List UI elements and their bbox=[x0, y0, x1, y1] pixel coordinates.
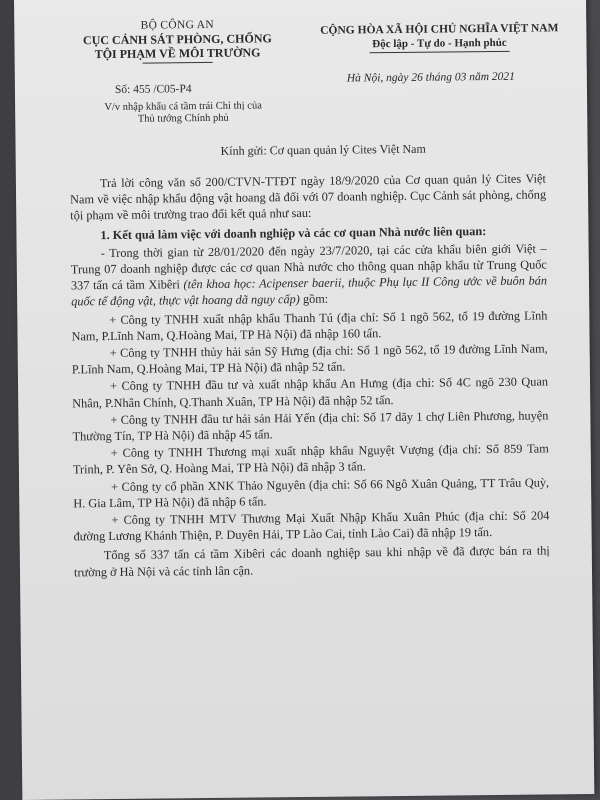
header-underline bbox=[143, 62, 213, 64]
document-number: Số: 455 /C05-P4 bbox=[114, 83, 192, 96]
document-subject bbox=[83, 100, 283, 126]
national-motto: Độc lập - Tự do - Hạnh phúc bbox=[372, 36, 507, 51]
company-item: + Công ty TNHH xuất nhập khẩu Thanh Tú (địa chỉ: Số 1 ngõ 562, tổ 19 đường Lĩnh Nam, P.Lĩnh Nam, Q.Hoàng Mai, TP Hà Nội) đã nhập 160 tấn. bbox=[71, 308, 548, 344]
document-page bbox=[14, 0, 594, 800]
company-item: + Công ty TNHH MTV Thương Mại Xuất Nhập Khẩu Xuân Phúc (địa chỉ: Số 204 đường Lương Khánh Thiện, P. Duyên Hải, TP Lào Cai, tỉnh Lào Cai) đã nhập 19 tấn. bbox=[73, 508, 550, 544]
intro-paragraph: Trả lời công văn số 200/CTVN-TTĐT ngày 18/9/2020 của Cơ quan quản lý Cites Việt Nam về việc nhập khẩu động vật hoang dã đối với 07 doanh nghiệp. Cục Cảnh sát phòng, chống tội phạm về môi trường trao đổi kết quả như sau: bbox=[70, 171, 547, 223]
ministry-name: BỘ CÔNG AN bbox=[140, 18, 214, 32]
scientific-name-note: (tên khoa học: Acipenser baerii, thuộc Phụ lục II Công ước về buôn bán quốc tế động vật, thực vật hoang dã nguy cấp) bbox=[71, 273, 548, 309]
import-period-text: - Trong thời gian từ 28/01/2020 đến ngày 23/7/2020, tại các cửa khẩu biên giới Việt – Trung 07 doanh nghiệp được các cơ quan Nhà nước cho thông quan nhập khẩu từ Trung Quốc 337 tấn cá tầm Xibêri bbox=[70, 241, 547, 293]
section-heading-1: 1. Kết quả làm việc với doanh nghiệp và các cơ quan Nhà nước liên quan: bbox=[100, 223, 487, 242]
issuing-agency-header bbox=[62, 17, 292, 64]
import-period-end: gồm: bbox=[299, 292, 329, 307]
subject-line-2: Thủ tướng Chính phủ bbox=[137, 112, 229, 125]
department-name-line2: TỘI PHẠM VỀ MÔI TRƯỜNG bbox=[94, 45, 261, 62]
summary-paragraph: Tổng số 337 tấn cá tầm Xibêri các doanh nghiệp sau khi nhập về đã được bán ra thị trường ở Hà Nội và các tỉnh lân cận. bbox=[73, 543, 550, 580]
place-and-date: Hà Nội, ngày 26 tháng 03 năm 2021 bbox=[346, 70, 515, 85]
company-item: + Công ty TNHH Thương mại xuất nhập khẩu Nguyệt Vượng (địa chỉ: Số 859 Tam Trinh, P. Yên Sở, Q. Hoàng Mai, TP Hà Nội) đã nhập 3 tấn. bbox=[72, 441, 549, 477]
document-body bbox=[70, 170, 550, 582]
subject-line-1: V/v nhập khẩu cá tầm trái Chỉ thị của bbox=[104, 100, 262, 114]
import-period-paragraph bbox=[71, 240, 548, 310]
nation-header bbox=[314, 21, 564, 54]
department-name-line1: CỤC CẢNH SÁT PHÒNG, CHỐNG bbox=[82, 31, 272, 48]
nation-name: CỘNG HÒA XÃ HỘI CHỦ NGHĨA VIỆT NAM bbox=[320, 22, 559, 37]
recipient-line: Kính gửi: Cơ quan quản lý Cites Việt Nam bbox=[220, 141, 426, 158]
motto-underline bbox=[370, 51, 510, 53]
company-item: + Công ty TNHH thủy hải sản Sỹ Hưng (địa chỉ: Số 1 ngõ 562, tổ 19 đường Lĩnh Nam, P.Lĩnh Nam, Q.Hoàng Mai, TP Hà Nội) đã nhập 52 tấn. bbox=[71, 341, 548, 377]
company-item: + Công ty TNHH đầu tư và xuất nhập khẩu An Hưng (địa chỉ: Số 4C ngõ 230 Quan Nhân, P.Nhân Chính, Q.Thanh Xuân, TP Hà Nội) đã nhập 52 tấn. bbox=[72, 374, 549, 411]
company-item: + Công ty TNHH đầu tư hải sản Hải Yến (địa chỉ: Số 17 dãy 1 chợ Liên Phương, huyện Thường Tín, TP Hà Nội) đã nhập 45 tấn. bbox=[72, 408, 549, 444]
company-item: + Công ty cổ phần XNK Thảo Nguyên (địa chỉ: Số 66 Ngô Xuân Quảng, TT Trâu Quỳ, H. Gia Lâm, TP Hà Nội) đã nhập 6 tấn. bbox=[73, 475, 550, 511]
